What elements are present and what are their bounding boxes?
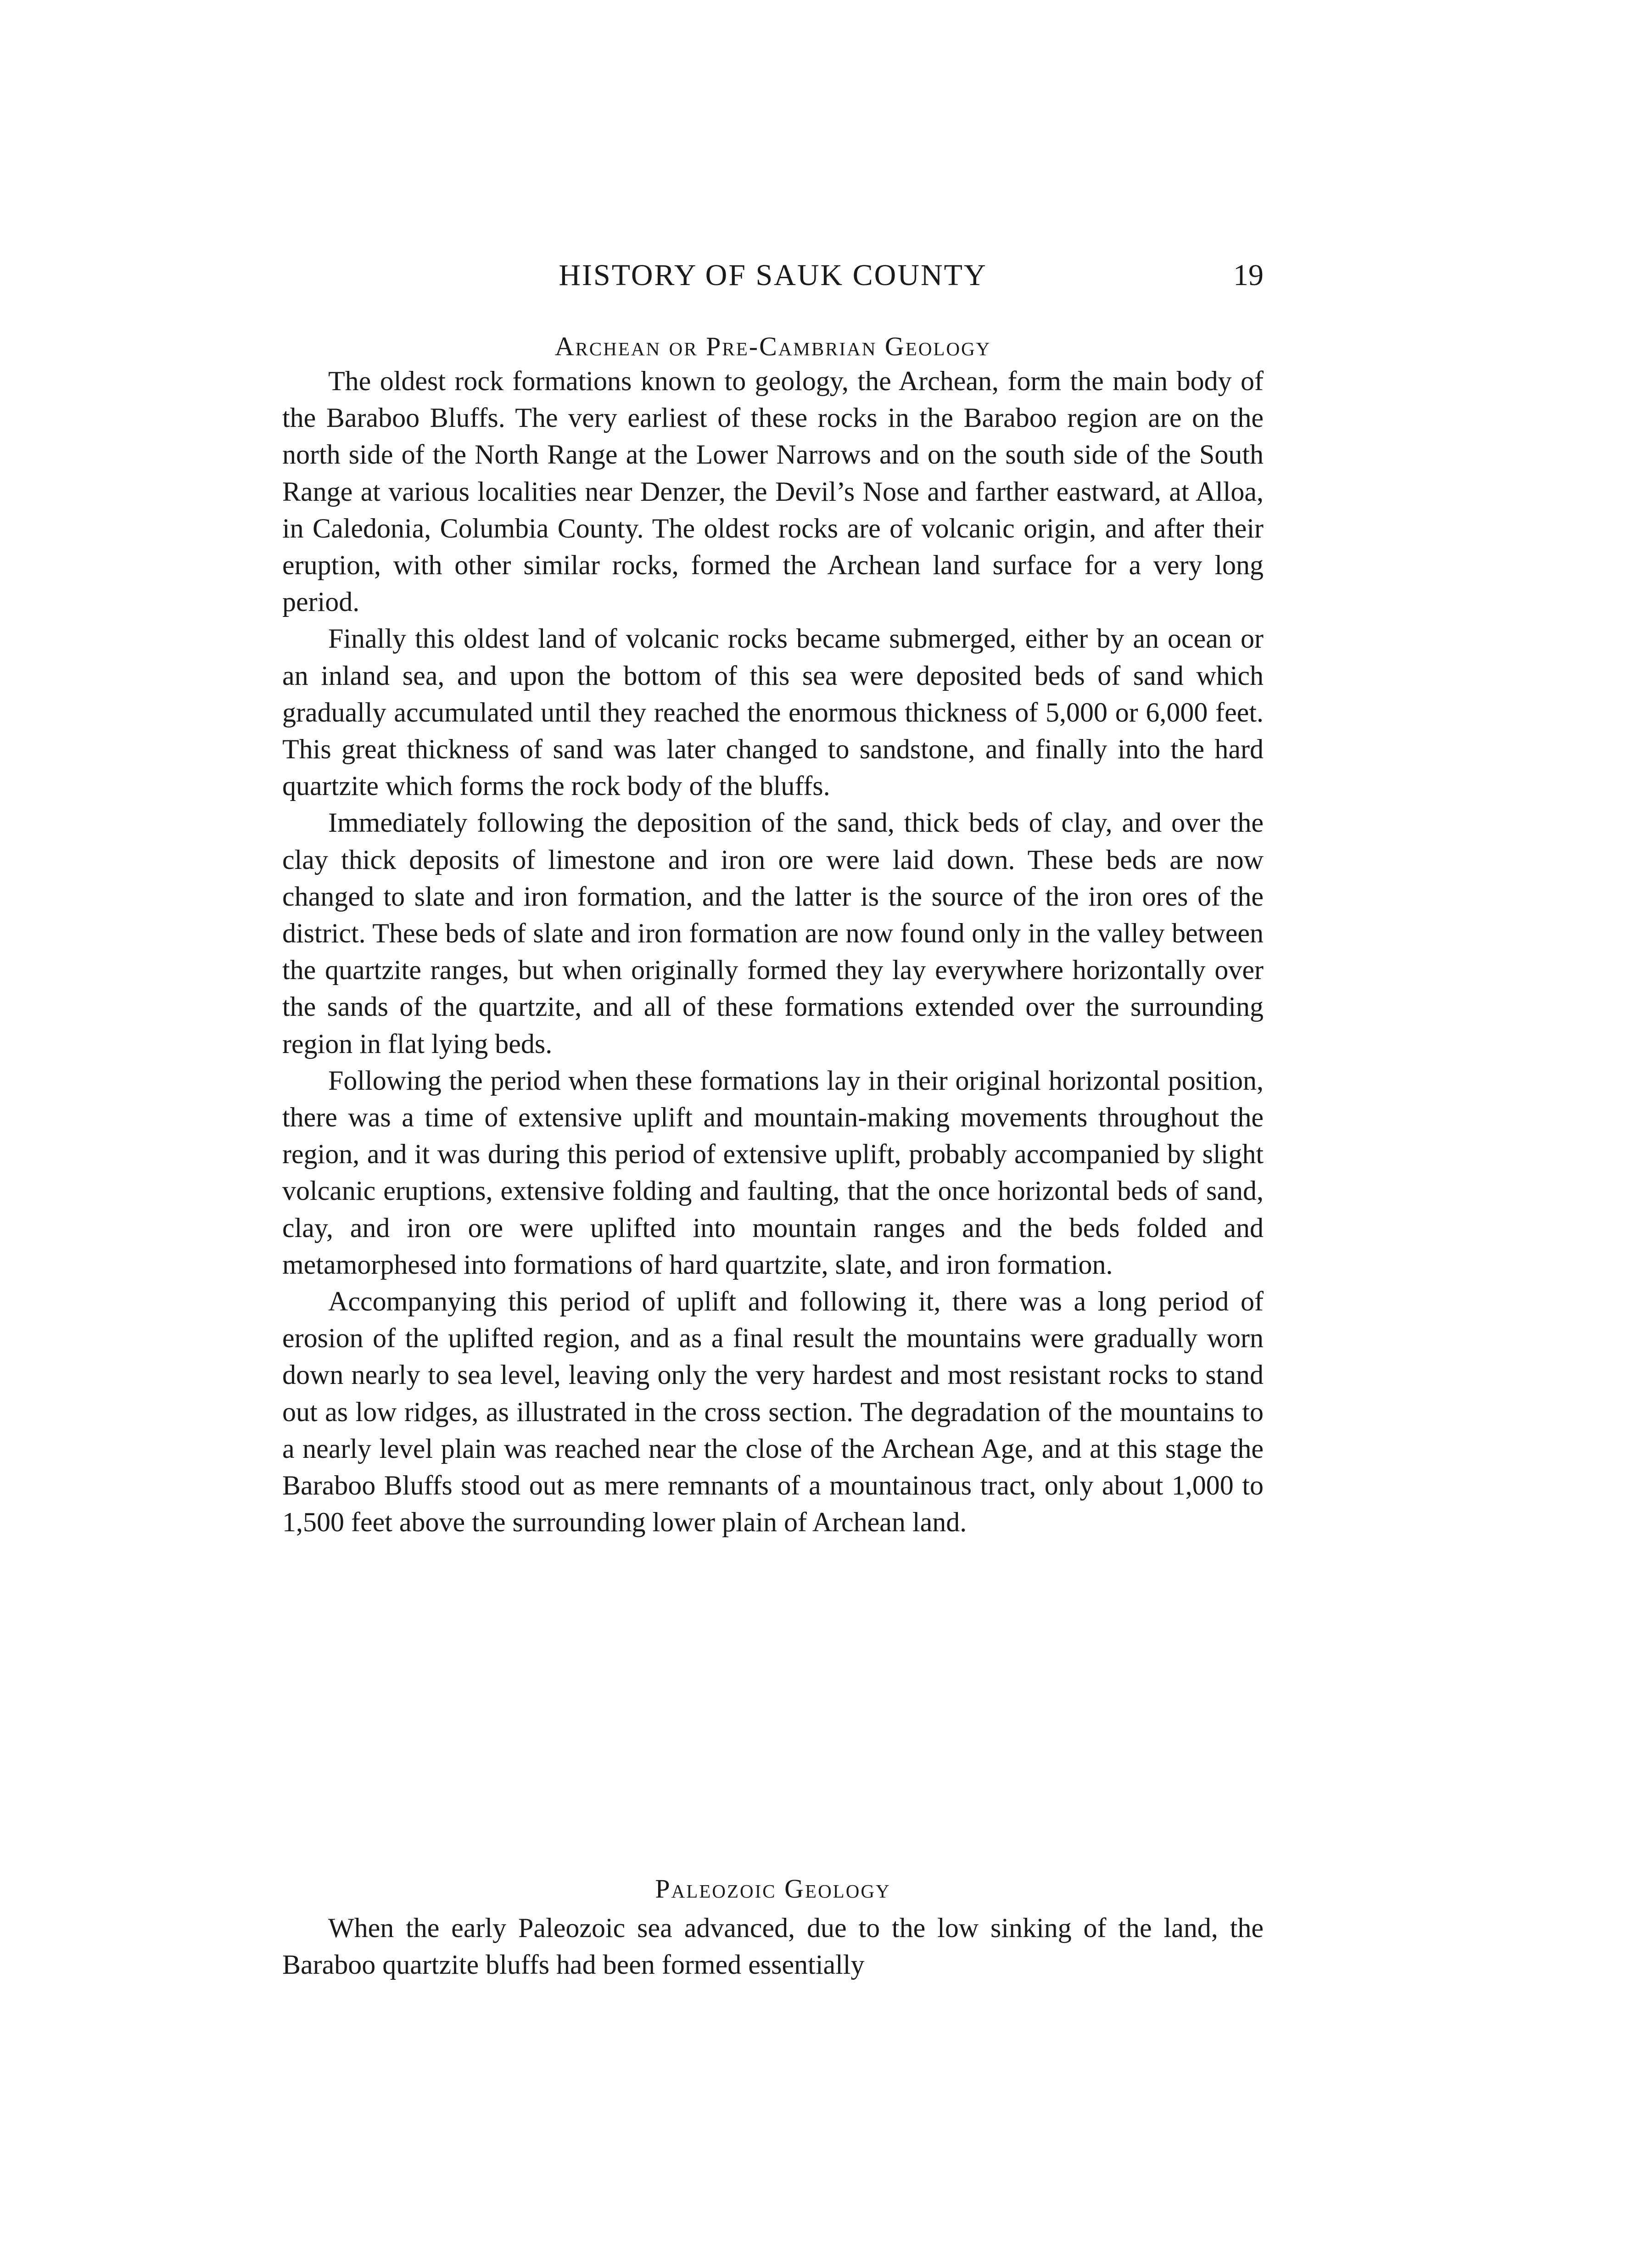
paragraph: Following the period when these formations lay in their original horizontal position, there was a time of extensive uplift and mountain-making movements throughout the region, and it was during this period of extensive uplift, probably accompanied by slight volcanic eruptions, extensive folding and faulting, that the once horizontal beds of sand, clay, and iron ore were uplifted into mountain ranges and the beds folded and metamorphesed into formations of hard quartzite, slate, and iron formation.	[282, 1065, 1264, 1280]
page-number: 19	[1233, 258, 1264, 292]
section-body-archean	[282, 363, 1264, 1541]
paragraph: Immediately following the deposition of the sand, thick beds of clay, and over the clay thick deposits of limestone and iron ore were laid down. These beds are now changed to slate and iron formation, and the latter is the source of the iron ores of the district. These beds of slate and iron formation are now found only in the valley between the quartzite ranges, but when originally formed they lay everywhere horizontally over the sands of the quartzite, and all of these formations extended over the surrounding region in flat lying beds.	[282, 807, 1264, 1059]
paragraph: Finally this oldest land of volcanic rocks became submerged, either by an ocean or an inland sea, and upon the bottom of this sea were deposited beds of sand which gradually accumulated until they reached the enormous thickness of 5,000 or 6,000 feet. This great thickness of sand was later changed to sandstone, and finally into the hard quartzite which forms the rock body of the bluffs.	[282, 623, 1264, 801]
running-title: HISTORY OF SAUK COUNTY	[559, 258, 987, 292]
section-heading-archean: Archean or Pre-Cambrian Geology	[554, 331, 991, 361]
section-body-paleozoic	[282, 1910, 1264, 1983]
paragraph: Accompanying this period of uplift and following it, there was a long period of erosion of the uplifted region, and as a final result the mountains were gradually worn down nearly to sea level, leaving only the very hardest and most resistant rocks to stand out as low ridges, as illustrated in the cross section. The degradation of the mountains to a nearly level plain was reached near the close of the Archean Age, and at this stage the Baraboo Bluffs stood out as mere remnants of a mountainous tract, only about 1,000 to 1,500 feet above the surrounding lower plain of Archean land.	[282, 1286, 1264, 1538]
paragraph: The oldest rock formations known to geology, the Archean, form the main body of the Baraboo Bluffs. The very earliest of these rocks in the Baraboo region are on the north side of the North Range at the Lower Narrows and on the south side of the South Range at various localities near Denzer, the Devil’s Nose and farther eastward, at Alloa, in Caledonia, Columbia County. The oldest rocks are of volcanic origin, and after their eruption, with other similar rocks, formed the Archean land surface for a very long period.	[282, 366, 1264, 617]
running-head	[282, 250, 1264, 301]
paragraph: When the early Paleozoic sea advanced, due to the low sinking of the land, the Baraboo quartzite bluffs had been formed essentially	[282, 1913, 1264, 1980]
section-heading-paleozoic: Paleozoic Geology	[655, 1874, 891, 1904]
